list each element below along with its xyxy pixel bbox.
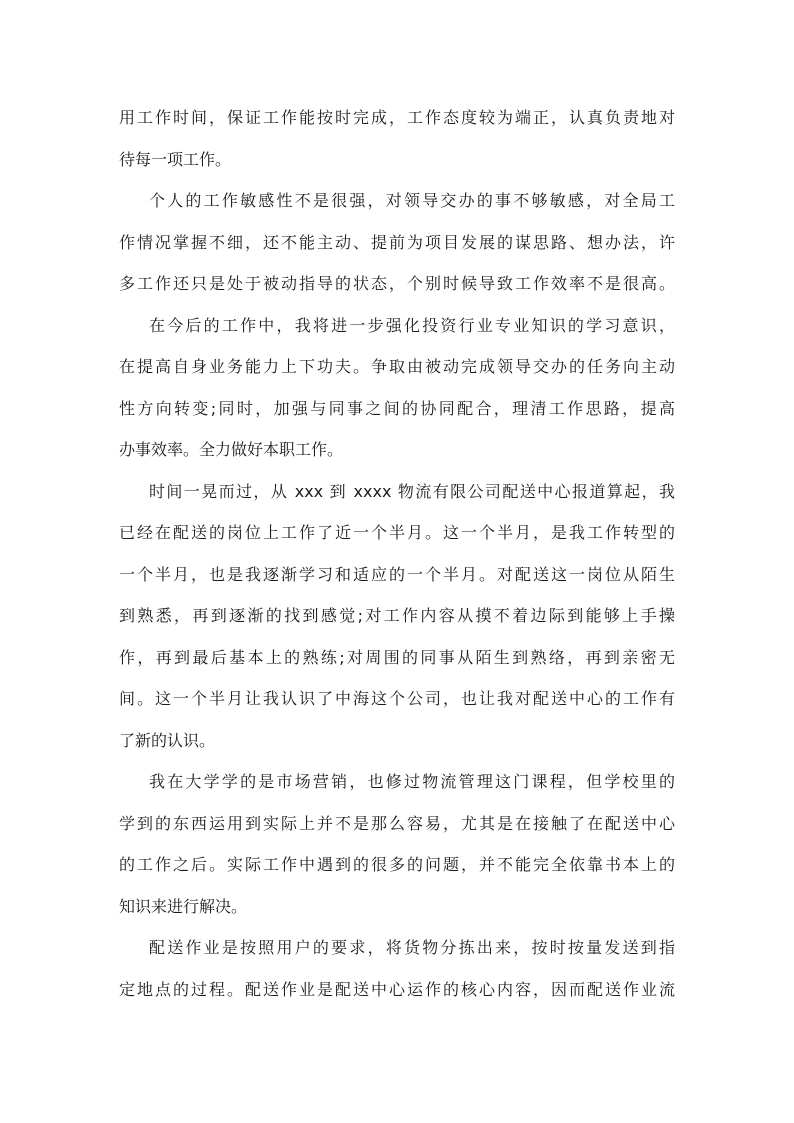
text-line: 学到的东西运用到实际上并不是那么容易，尤其是在接触了在配送中心 (119, 814, 675, 833)
text-line: 我在大学学的是市场营销，也修过物流管理这门课程，但学校里的 (149, 772, 675, 791)
text-line: 作情况掌握不细，还不能主动、提前为项目发展的谋思路、想办法，许 (119, 233, 675, 252)
text-line: 个人的工作敏感性不是很强，对领导交办的事不够敏感，对全局工 (149, 191, 675, 210)
text-line: 的工作之后。实际工作中遇到的很多的问题，并不能完全依靠书本上的 (119, 855, 675, 874)
text-line: 多工作还只是处于被动指导的状态，个别时候导致工作效率不是很高。 (119, 274, 675, 293)
text-line: 性方向转变;同时，加强与同事之间的协同配合，理清工作思路，提高 (119, 399, 675, 418)
text-line: 在今后的工作中，我将进一步强化投资行业专业知识的学习意识， (149, 316, 675, 335)
text-line: 了新的认识。 (119, 731, 216, 750)
text-line: 用工作时间，保证工作能按时完成，工作态度较为端正，认真负责地对 (119, 108, 675, 127)
text-line: 间。这一个半月让我认识了中海这个公司，也让我对配送中心的工作有 (119, 689, 675, 708)
text-line: 在提高自身业务能力上下功夫。争取由被动完成领导交办的任务向主动 (119, 357, 675, 376)
text-line: 作，再到最后基本上的熟练;对周围的同事从陌生到熟络，再到亲密无 (119, 648, 675, 667)
text-line: 待每一项工作。 (119, 150, 232, 169)
text-line: 配送作业是按照用户的要求，将货物分拣出来，按时按量发送到指 (149, 938, 675, 957)
text-line: 一个半月，也是我逐渐学习和适应的一个半月。对配送这一岗位从陌生 (119, 565, 675, 584)
text-line: 定地点的过程。配送作业是配送中心运作的核心内容，因而配送作业流 (119, 980, 675, 999)
text-line: 时间一晃而过，从 xxx 到 xxxx 物流有限公司配送中心报道算起，我 (149, 482, 675, 501)
text-line: 知识来进行解决。 (119, 897, 248, 916)
text-line: 已经在配送的岗位上工作了近一个半月。这一个半月，是我工作转型的 (119, 523, 675, 542)
text-line: 到熟悉，再到逐渐的找到感觉;对工作内容从摸不着边际到能够上手操 (119, 606, 675, 625)
text-line: 办事效率。全力做好本职工作。 (119, 440, 344, 459)
